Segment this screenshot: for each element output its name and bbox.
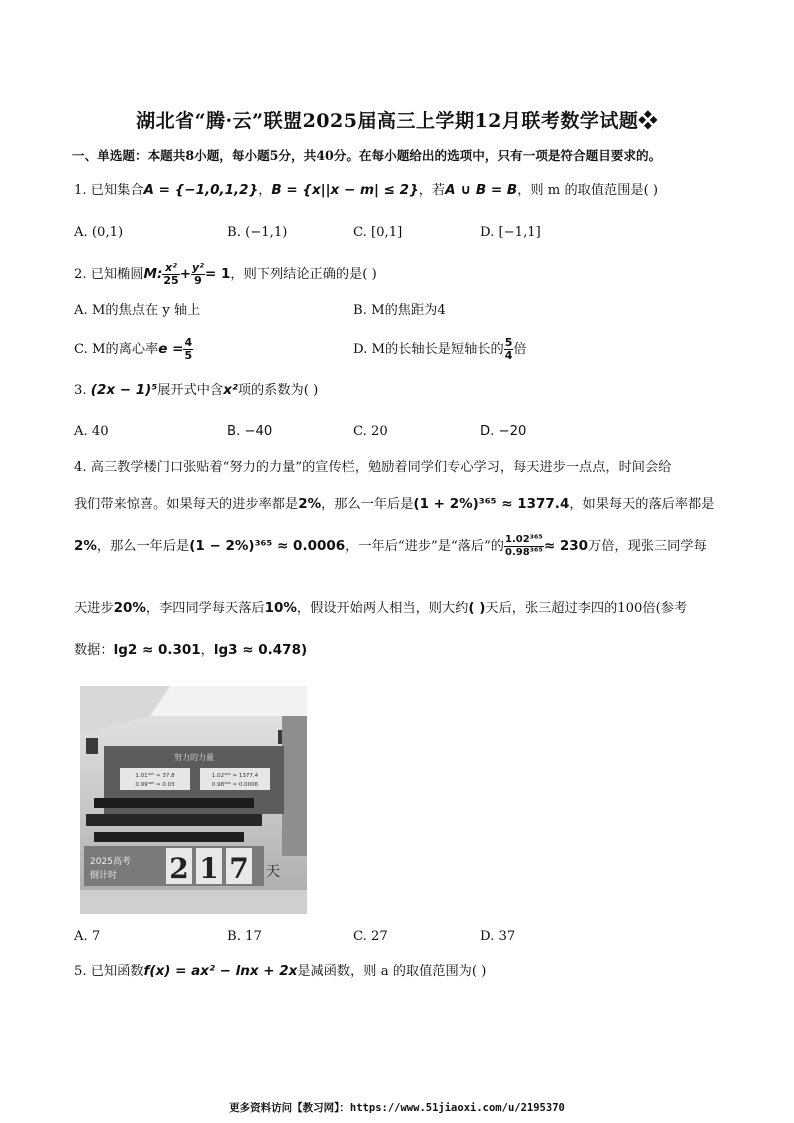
photo-tree xyxy=(282,716,307,856)
q4-line-1: 4. 高三教学楼门口张贴着“努力的力量”的宣传栏，勉励着同学们专心学习，每天进步一点点，时间会给 xyxy=(74,460,672,475)
q3-expression: (2x − 1)⁵ xyxy=(90,382,158,398)
q2-frac-x xyxy=(162,262,179,287)
q3-option-d: D. −20 xyxy=(480,424,527,439)
photo-floor xyxy=(80,890,307,914)
q2-prefix: 2. 已知椭圆 xyxy=(74,267,144,282)
q2-option-b: B. M的焦距为4 xyxy=(353,303,446,318)
q2-x-num: x² xyxy=(162,262,179,275)
q4-l5-c: ， xyxy=(200,643,214,658)
q2-eq: = 1 xyxy=(205,266,231,282)
q4-l3-den: 0.98³⁶⁵ xyxy=(505,547,543,558)
q5-suffix: 是减函数，则 a 的取值范围为( ) xyxy=(297,964,487,979)
q4-l3-e: ≈ 230 xyxy=(543,538,589,554)
q2-option-c-den: 5 xyxy=(184,349,193,362)
q2-suffix: ，则下列结论正确的是( ) xyxy=(230,267,377,282)
q2-option-d-den: 4 xyxy=(504,349,513,362)
photo-countdown-label-1: 2025高考 xyxy=(90,857,131,867)
q2-option-a: A. M的焦点在 y 轴上 xyxy=(74,303,201,318)
q3-suffix: 项的系数为( ) xyxy=(237,383,319,398)
q4-l3-b: ，那么一年后是 xyxy=(96,539,190,554)
photo-digit-3: 7 xyxy=(229,852,249,885)
q4-photo-drawing xyxy=(80,686,307,914)
q4-l3-frac xyxy=(504,534,544,559)
photo-left-formula-1: 1.01³⁶⁵ ≈ 37.8 xyxy=(135,773,175,779)
q4-l4-e: ，假设开始两人相当，则大约 xyxy=(296,601,469,616)
q1-prefix: 1. 已知集合 xyxy=(74,183,144,198)
photo-lamp-left xyxy=(86,738,98,754)
page-title: 湖北省“腾·云”联盟2025届高三上学期12月联考数学试题❖ xyxy=(136,110,658,132)
q4-l3-d: ，一年后“进步”是“落后”的 xyxy=(345,539,504,554)
q4-l5-d: lg3 ≈ 0.478) xyxy=(213,642,308,658)
q2-plus: + xyxy=(179,266,191,282)
q4-option-b: B. 17 xyxy=(227,929,262,944)
q4-l2-c: ，那么一年后是 xyxy=(321,497,414,512)
q4-l3-f: 万倍，现张三同学每 xyxy=(588,539,707,554)
q1-sep: ， xyxy=(258,183,272,198)
question-1 xyxy=(74,180,658,201)
q5-function: f(x) = ax² − lnx + 2x xyxy=(143,963,298,979)
q1-option-b: B. (−1,1) xyxy=(227,225,288,240)
q2-option-d-frac xyxy=(504,337,514,362)
q2-option-c xyxy=(74,337,193,362)
q4-photo xyxy=(80,686,307,914)
q4-l4-b: 20% xyxy=(113,600,146,616)
q2-y-num: y² xyxy=(192,261,204,274)
q2-option-c-frac xyxy=(183,337,193,362)
q4-line-2 xyxy=(74,494,714,515)
photo-bar-3 xyxy=(94,832,244,842)
q3-term: x² xyxy=(223,382,238,398)
q4-l4-a: 天进步 xyxy=(74,601,114,616)
q4-l4-g: 天后，张三超过李四的100倍 xyxy=(485,601,656,616)
q4-l2-b: 2% xyxy=(298,496,322,512)
q2-option-c-text: C. M的离心率 xyxy=(74,342,159,357)
q1-option-d: D. [−1,1] xyxy=(480,225,541,240)
q1-suffix: ，则 m 的取值范围是( ) xyxy=(517,183,659,198)
question-2 xyxy=(74,262,377,287)
photo-digit-2: 1 xyxy=(199,852,219,885)
q4-l3-a: 2% xyxy=(74,538,97,554)
q2-option-c-num: 4 xyxy=(184,336,193,349)
q4-l2-e: ，如果每天的落后率都是 xyxy=(569,497,715,512)
q4-l5-a: 数据： xyxy=(74,643,114,658)
q3-option-b: B. −40 xyxy=(227,424,273,439)
q3-prefix: 3. xyxy=(74,383,91,398)
footer-link[interactable]: 更多资料访问【教习网】：https://www.51jiaoxi.com/u/2195370 xyxy=(229,1102,565,1114)
question-5 xyxy=(74,961,486,982)
q2-option-d xyxy=(353,337,527,362)
q1-option-a: A. (0,1) xyxy=(74,225,124,240)
q4-l5-b: lg2 ≈ 0.301 xyxy=(113,642,201,658)
q4-option-c: C. 27 xyxy=(353,929,388,944)
q3-mid: 展开式中含 xyxy=(157,383,224,398)
q4-l4-h: (参考 xyxy=(655,601,688,616)
question-3 xyxy=(74,380,318,401)
q2-option-d-num: 5 xyxy=(504,336,513,349)
q1-mid: ，若 xyxy=(418,183,446,198)
q1-option-c: C. [0,1] xyxy=(353,225,403,240)
q2-ellipse-name: M: xyxy=(143,266,163,282)
q4-l2-d: (1 + 2%)³⁶⁵ ≈ 1377.4 xyxy=(413,496,570,512)
q1-set-a: A = {−1,0,1,2} xyxy=(143,182,259,198)
q1-set-b: B = {x||x − m| ≤ 2} xyxy=(271,182,419,198)
q1-condition: A ∪ B = B xyxy=(445,182,518,198)
q2-frac-y xyxy=(191,262,205,287)
q4-l4-f: ( ) xyxy=(468,600,486,616)
photo-bar-2 xyxy=(86,814,262,826)
q3-option-a: A. 40 xyxy=(74,424,109,439)
q4-l3-num: 1.02³⁶⁵ xyxy=(505,534,543,545)
photo-digit-1: 2 xyxy=(169,852,189,885)
photo-bar-1 xyxy=(94,798,254,808)
photo-right-formula-1: 1.02³⁶⁵ ≈ 1377.4 xyxy=(211,773,259,779)
q4-option-a: A. 7 xyxy=(74,929,101,944)
q2-option-d-text: D. M的长轴长是短轴长的 xyxy=(353,342,504,357)
q3-option-c: C. 20 xyxy=(353,424,388,439)
photo-countdown-label-2: 倒计时 xyxy=(90,871,118,881)
q4-line-3 xyxy=(74,534,707,559)
section-heading: 一、单选题：本题共8小题，每小题5分，共40分。在每小题给出的选项中，只有一项是符合题目要求的。 xyxy=(72,148,662,163)
q5-prefix: 5. 已知函数 xyxy=(74,964,144,979)
q2-option-d-suffix: 倍 xyxy=(513,342,527,357)
q4-option-d: D. 37 xyxy=(480,929,516,944)
q4-line-5 xyxy=(74,640,307,661)
q2-y-den: 9 xyxy=(194,274,202,287)
q4-l2-a: 我们带来惊喜。如果每天的进步率都是 xyxy=(74,497,299,512)
q4-l3-c: (1 − 2%)³⁶⁵ ≈ 0.0006 xyxy=(189,538,346,554)
photo-day-label: 天 xyxy=(266,864,280,880)
photo-banner-title: 努力的力量 xyxy=(174,753,214,762)
photo-left-formula-2: 0.99³⁶⁵ ≈ 0.03 xyxy=(135,782,175,788)
q2-option-c-math: e = xyxy=(158,341,184,357)
q4-l4-d: 10% xyxy=(264,600,297,616)
q2-x-den: 25 xyxy=(163,274,179,287)
q4-l4-c: ，李四同学每天落后 xyxy=(145,601,265,616)
photo-right-formula-2: 0.98³⁶⁵ ≈ 0.0006 xyxy=(211,782,259,788)
q4-line-4 xyxy=(74,598,687,619)
